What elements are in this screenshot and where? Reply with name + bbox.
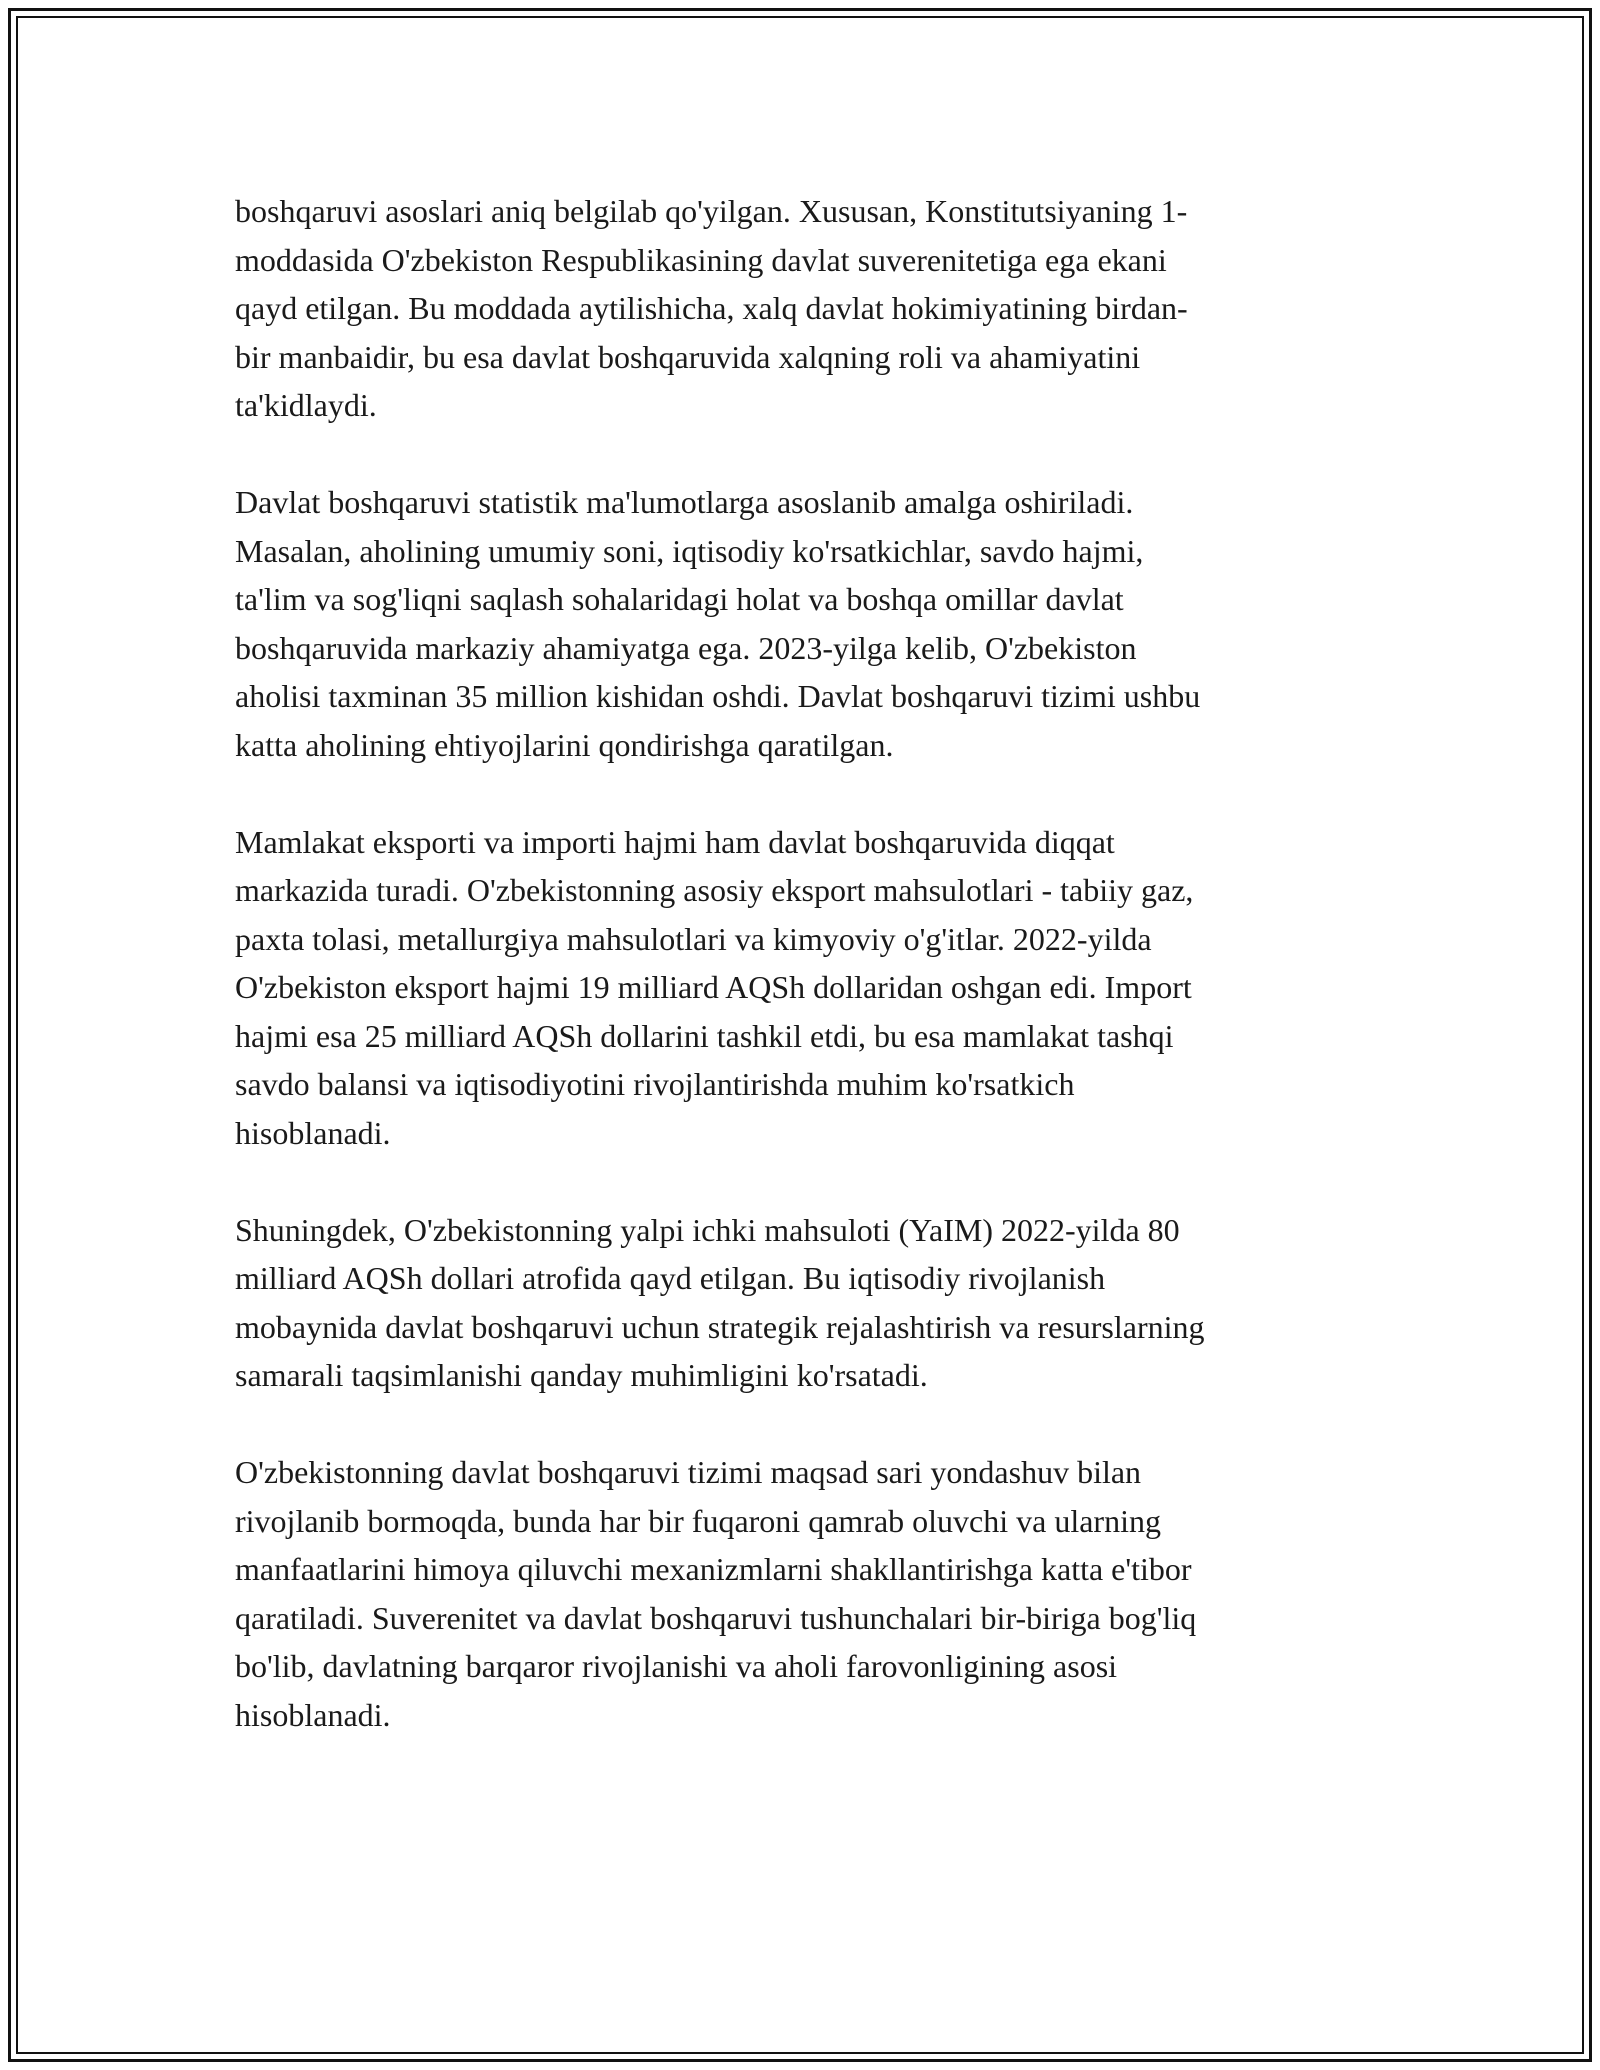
text-line: hisoblanadi. (235, 1696, 391, 1733)
paragraph-4 (235, 1206, 1365, 1400)
text-line: boshqaruvi asoslari aniq belgilab qo'yilgan. Xususan, Konstitutsiyaning 1- (235, 193, 1188, 229)
text-line: hajmi esa 25 milliard AQSh dollarini tashkil etdi, bu esa mamlakat tashqi (235, 1017, 1174, 1054)
paragraph-1 (235, 187, 1365, 430)
text-line: Masalan, aholining umumiy soni, iqtisodiy ko'rsatkichlar, savdo hajmi, (235, 532, 1144, 569)
text-line: markazida turadi. O'zbekistonning asosiy eksport mahsulotlari - tabiiy gaz, (235, 872, 1194, 908)
text-line: mobaynida davlat boshqaruvi uchun strategik rejalashtirish va resurslarning (235, 1308, 1205, 1345)
text-line: qayd etilgan. Bu moddada aytilishicha, xalq davlat hokimiyatining birdan- (235, 290, 1188, 326)
text-line: milliard AQSh dollari atrofida qayd etilgan. Bu iqtisodiy rivojlanish (235, 1260, 1106, 1296)
text-line: Shuningdek, O'zbekistonning yalpi ichki mahsuloti (YaIM) 2022-yilda 80 (235, 1211, 1180, 1248)
text-line: qaratiladi. Suverenitet va davlat boshqaruvi tushunchalari bir-biriga bog'liq (235, 1599, 1197, 1636)
text-line: manfaatlarini himoya qiluvchi mexanizmlarni shakllantirishga katta e'tibor (235, 1551, 1192, 1587)
text-line: ta'kidlaydi. (235, 387, 377, 423)
text-line: aholisi taxminan 35 million kishidan oshdi. Davlat boshqaruvi tizimi ushbu (235, 678, 1201, 714)
text-line: paxta tolasi, metallurgiya mahsulotlari va kimyoviy o'g'itlar. 2022-yilda (235, 920, 1152, 957)
text-line: ta'lim va sog'liqni saqlash sohalaridagi holat va boshqa omillar davlat (235, 581, 1124, 617)
text-line: savdo balansi va iqtisodiyotini rivojlantirishda muhim ko'rsatkich (235, 1066, 1075, 1102)
text-line: O'zbekistonning davlat boshqaruvi tizimi maqsad sari yondashuv bilan (235, 1454, 1142, 1490)
text-line: hisoblanadi. (235, 1114, 391, 1151)
text-line: samarali taqsimlanishi qanday muhimligini ko'rsatadi. (235, 1357, 928, 1393)
text-line: Mamlakat eksporti va importi hajmi ham davlat boshqaruvida diqqat (235, 823, 1115, 860)
text-line: bir manbaidir, bu esa davlat boshqaruvida xalqning roli va ahamiyatini (235, 338, 1141, 375)
text-line: rivojlanib bormoqda, bunda har bir fuqaroni qamrab oluvchi va ularning (235, 1502, 1161, 1539)
text-line: bo'lib, davlatning barqaror rivojlanishi va aholi farovonligining asosi (235, 1648, 1118, 1684)
text-line: Davlat boshqaruvi statistik ma'lumotlarga asoslanib amalga oshiriladi. (235, 484, 1134, 520)
paragraph-3 (235, 818, 1365, 1158)
paragraph-5 (235, 1448, 1365, 1739)
text-line: moddasida O'zbekiston Respublikasining davlat suverenitetiga ega ekani (235, 241, 1167, 278)
text-line: katta aholining ehtiyojlarini qondirishga qaratilgan. (235, 726, 894, 763)
text-line: boshqaruvida markaziy ahamiyatga ega. 2023-yilga kelib, O'zbekiston (235, 629, 1137, 666)
document-body (235, 187, 1365, 1788)
text-line: O'zbekiston eksport hajmi 19 milliard AQSh dollaridan oshgan edi. Import (235, 969, 1192, 1005)
paragraph-2 (235, 478, 1365, 769)
